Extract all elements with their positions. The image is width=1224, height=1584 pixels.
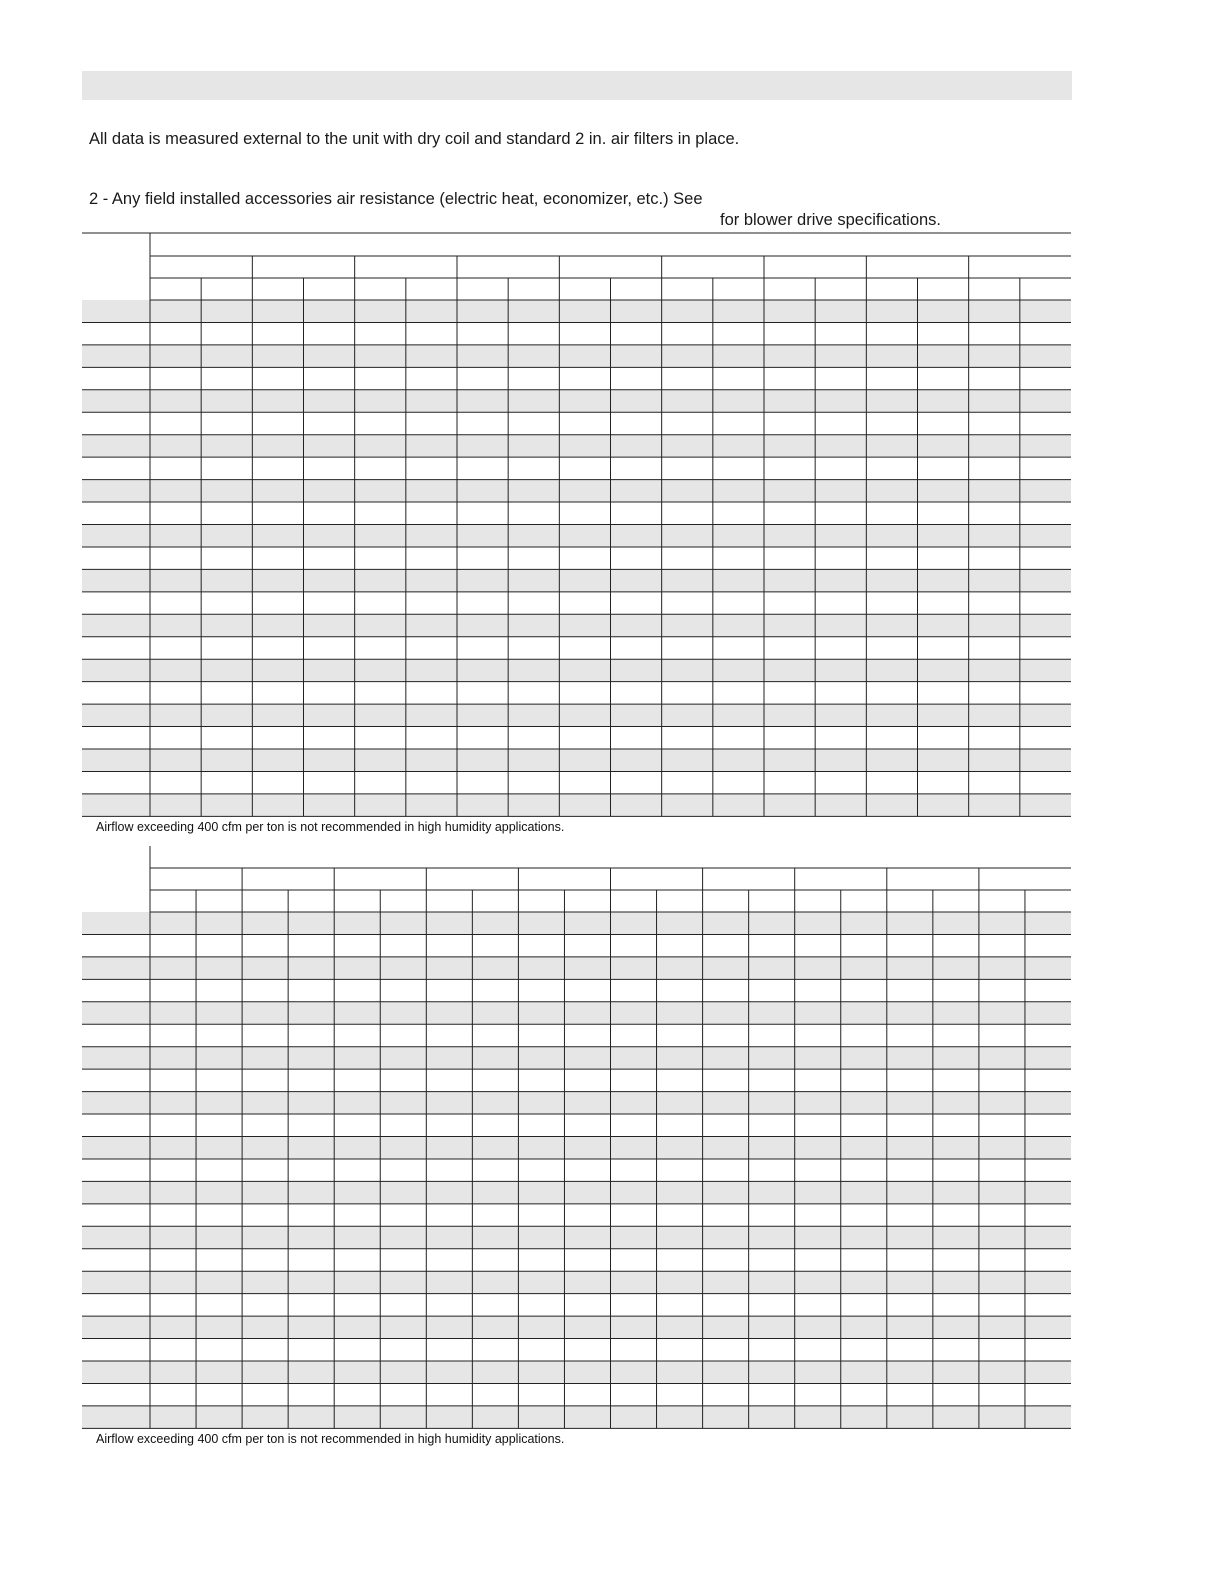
shaded-row — [82, 1271, 1071, 1293]
shaded-row — [82, 1137, 1071, 1159]
shaded-row — [82, 1181, 1071, 1203]
shaded-row — [82, 1002, 1071, 1024]
note-2-text: 2 - Any field installed accessories air resistance (electric heat, economizer, etc.) See — [89, 190, 703, 208]
table-1-footnote: Airflow exceeding 400 cfm per ton is not recommended in high humidity applications. — [96, 820, 565, 834]
shaded-row — [82, 957, 1071, 979]
shaded-row — [82, 1047, 1071, 1069]
shaded-row — [82, 1406, 1071, 1428]
shaded-row — [82, 1092, 1071, 1114]
shaded-row — [82, 1316, 1071, 1338]
note-2-continuation: for blower drive specifications. — [720, 211, 942, 229]
shaded-row — [82, 912, 1071, 934]
intro-text: All data is measured external to the unit with dry coil and standard 2 in. air filters in place. — [89, 130, 740, 148]
table-2-footnote: Airflow exceeding 400 cfm per ton is not recommended in high humidity applications. — [96, 1432, 565, 1446]
shaded-row — [82, 1226, 1071, 1248]
shaded-row — [82, 1361, 1071, 1383]
